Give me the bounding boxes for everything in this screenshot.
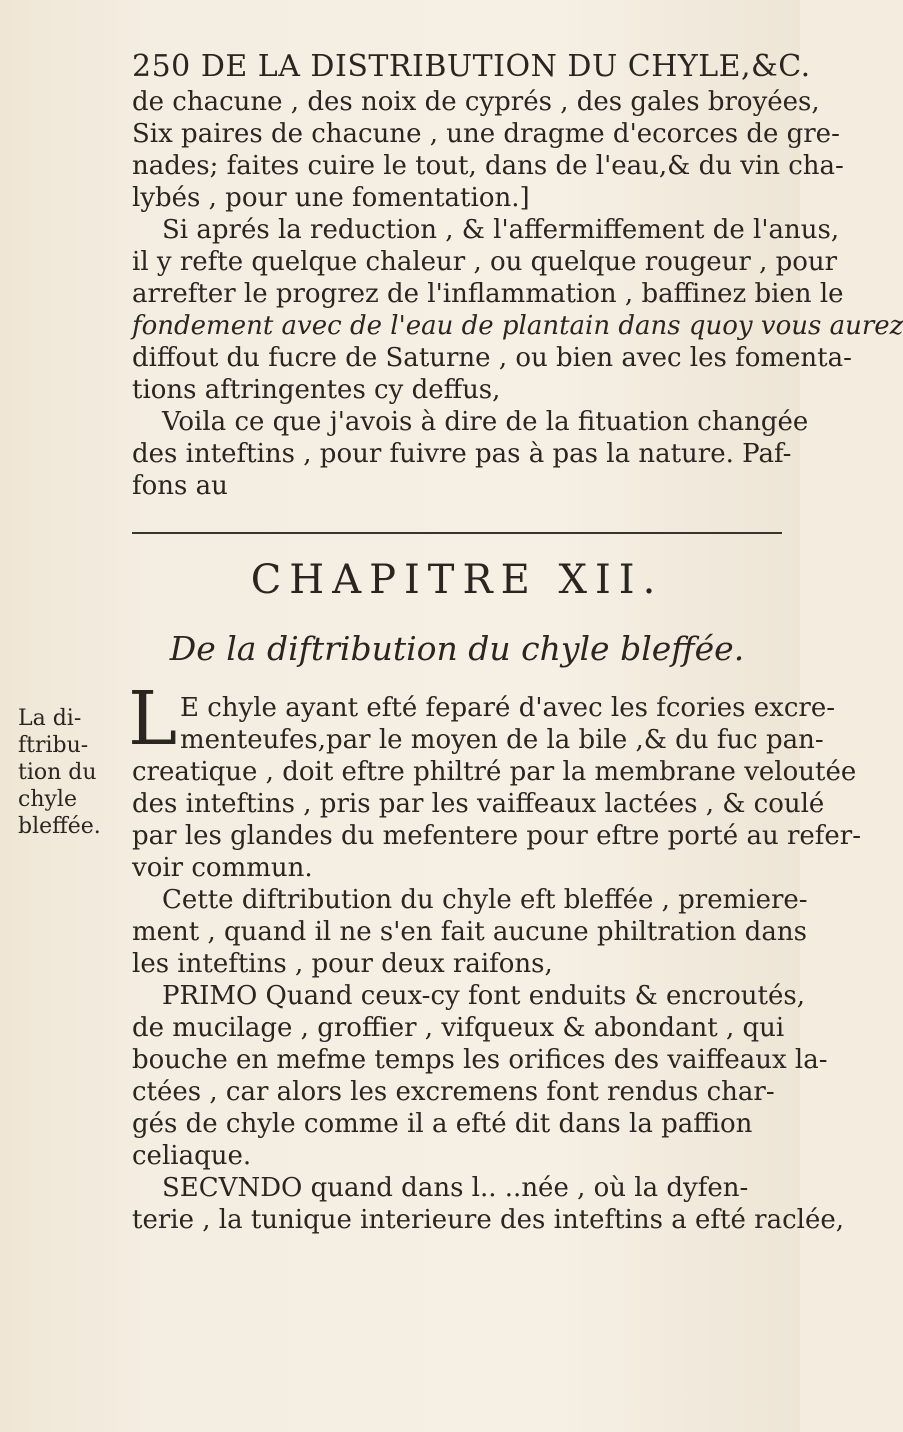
text-line: des inteftins , pour fuivre pas à pas la nature. Paf- <box>132 439 792 469</box>
text-line: ctées , car alors les excremens font rendus char- <box>132 1077 775 1107</box>
text-line: SECVNDO quand dans l.. ..née , où la dyfen- <box>162 1173 749 1203</box>
text-line: bouche en mefme temps les orifices des vaiffeaux la- <box>132 1045 828 1075</box>
text-line: E chyle ayant efté feparé d'avec les fcories excre- <box>180 693 835 723</box>
text-line: gés de chyle comme il a efté dit dans la paffion <box>132 1109 753 1139</box>
chapter-title: CHAPITRE XII. <box>250 557 664 603</box>
text-line: fondement avec de l'eau de plantain dans quoy vous aurez <box>132 311 903 341</box>
text-line: Cette diftribution du chyle eft bleffée , premiere- <box>162 885 808 915</box>
text-line: lybés , pour une fomentation.] <box>132 183 530 213</box>
text-line: fons au <box>132 471 228 501</box>
margin-note <box>18 705 108 840</box>
margin-note-line: ftribu- <box>18 733 89 758</box>
text-line: des inteftins , pris par les vaiffeaux lactées , & coulé <box>132 789 825 819</box>
text-line: les inteftins , pour deux raifons, <box>132 949 553 979</box>
page-number: 250 <box>132 49 191 84</box>
drop-cap: L <box>128 676 178 762</box>
margin-note-line: bleffée. <box>18 814 101 839</box>
text-line: voir commun. <box>132 853 313 883</box>
text-line: Si aprés la reduction , & l'affermiffement de l'anus, <box>162 215 840 245</box>
text-line: PRIMO Quand ceux-cy font enduits & encroutés, <box>162 981 805 1011</box>
text-line: par les glandes du mefentere pour eftre porté au refer- <box>132 821 862 851</box>
text-line: celiaque. <box>132 1141 252 1171</box>
chapter-subtitle: De la diftribution du chyle bleffée. <box>169 629 745 668</box>
text-line: Six paires de chacune , une dragme d'ecorces de gre- <box>132 119 840 149</box>
text-line: Voila ce que j'avois à dire de la fituation changée <box>162 407 809 437</box>
text-line: de mucilage , groffier , vifqueux & abondant , qui <box>132 1013 785 1043</box>
margin-note-line: La di- <box>18 706 82 731</box>
text-line: menteufes,par le moyen de la bile ,& du fuc pan- <box>180 725 824 755</box>
text-line: tions aftringentes cy deffus, <box>132 375 501 405</box>
chapter-divider-rule <box>132 532 782 534</box>
running-head <box>132 48 811 86</box>
text-line: de chacune , des noix de cyprés , des gales broyées, <box>132 87 820 117</box>
margin-note-line: tion du <box>18 760 97 785</box>
text-line: terie , la tunique interieure des inteftins a efté raclée, <box>132 1205 844 1235</box>
text-line: creatique , doit eftre philtré par la membrane veloutée <box>132 757 857 787</box>
text-line: diffout du fucre de Saturne , ou bien avec les fomenta- <box>132 343 852 373</box>
text-line: arrefter le progrez de l'inflammation , baffinez bien le <box>132 279 844 309</box>
margin-note-line: chyle <box>18 787 77 812</box>
text-line: ment , quand il ne s'en fait aucune philtration dans <box>132 917 807 947</box>
text-line: nades; faites cuire le tout, dans de l'eau,& du vin cha- <box>132 151 844 181</box>
text-line: il y refte quelque chaleur , ou quelque rougeur , pour <box>132 247 838 277</box>
running-head-title: DE LA DISTRIBUTION DU CHYLE,&C. <box>200 49 811 84</box>
